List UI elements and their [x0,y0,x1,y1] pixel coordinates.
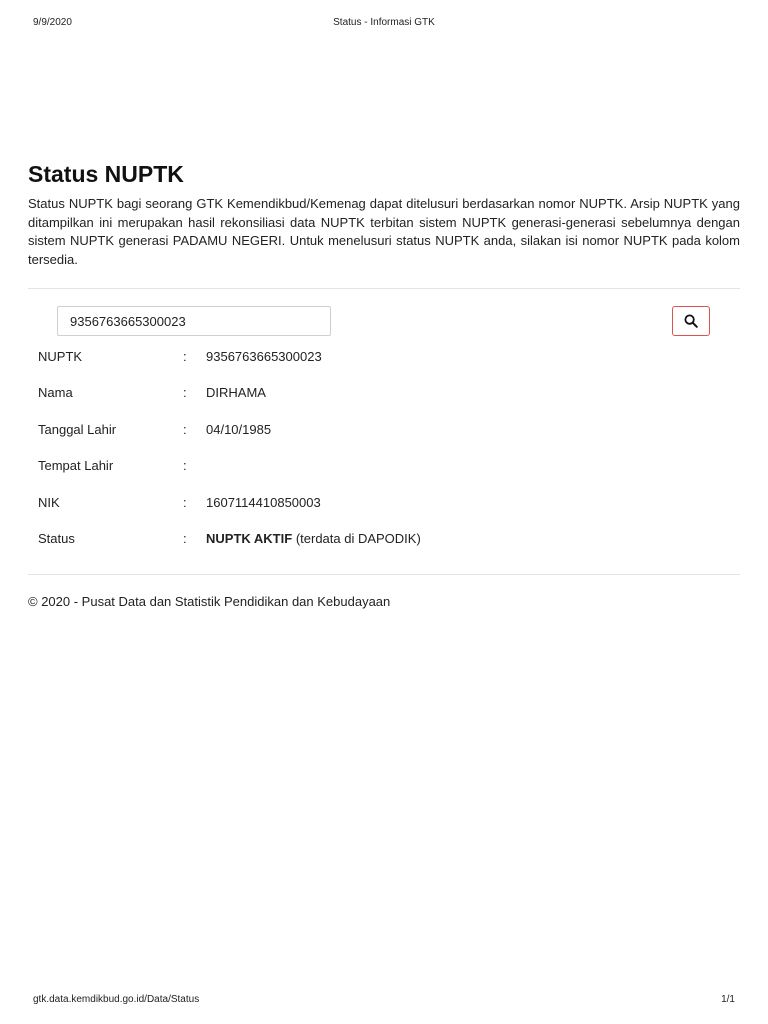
table-row [38,338,421,375]
page-title: Status NUPTK [28,161,184,187]
row-value: DIRHAMA [206,385,266,401]
page-description: Status NUPTK bagi seorang GTK Kemendikbud/Kemenag dapat ditelusuri berdasarkan nomor NUPTK. Arsip NUPTK yang ditampilkan ini merupakan hasil rekonsiliasi data NUPTK terbitan sistem NUPTK generasi-generasi sebelumnya dengan sistem NUPTK generasi PADAMU NEGERI. Untuk menelusuri status NUPTK anda, silakan isi nomor NUPTK pada kolom tersedia. [28,196,740,267]
row-label: Tanggal Lahir [38,421,117,437]
print-url: gtk.data.kemdikbud.go.id/Data/Status [33,994,200,1005]
print-page-number: 1/1 [721,994,735,1005]
copyright-text: © 2020 - Pusat Data dan Statistik Pendidikan dan Kebudayaan [28,594,391,609]
result-table [38,338,421,557]
row-label: NUPTK [38,348,83,364]
print-footer [33,994,735,1008]
status-note: (terdata di DAPODIK) [295,531,421,547]
row-separator: : [183,421,187,437]
main-content [28,160,740,609]
row-value: 04/10/1985 [206,421,272,437]
search-bar [28,306,740,342]
table-row [38,521,421,558]
row-value: 1607114410850003 [206,494,321,510]
row-label: Status [38,531,75,547]
table-row [38,484,421,521]
table-row [38,411,421,448]
row-separator: : [183,531,187,547]
print-date: 9/9/2020 [33,17,72,28]
row-label: Tempat Lahir [38,458,114,474]
table-row [38,448,421,485]
row-separator: : [183,458,187,474]
search-icon [684,314,698,328]
row-value: 9356763665300023 [206,348,322,364]
divider [28,288,740,289]
print-title: Status - Informasi GTK [333,17,435,28]
row-label: Nama [38,385,73,401]
row-label: NIK [38,494,60,510]
nuptk-search-input[interactable] [57,306,331,336]
row-separator: : [183,348,187,364]
divider [28,574,740,575]
row-value [206,448,421,485]
row-separator: : [183,385,187,401]
print-header [33,17,735,31]
table-row [38,375,421,412]
search-button[interactable] [672,306,710,336]
status-value [206,521,421,558]
status-active-text: NUPTK AKTIF [206,531,293,547]
row-separator: : [183,494,187,510]
